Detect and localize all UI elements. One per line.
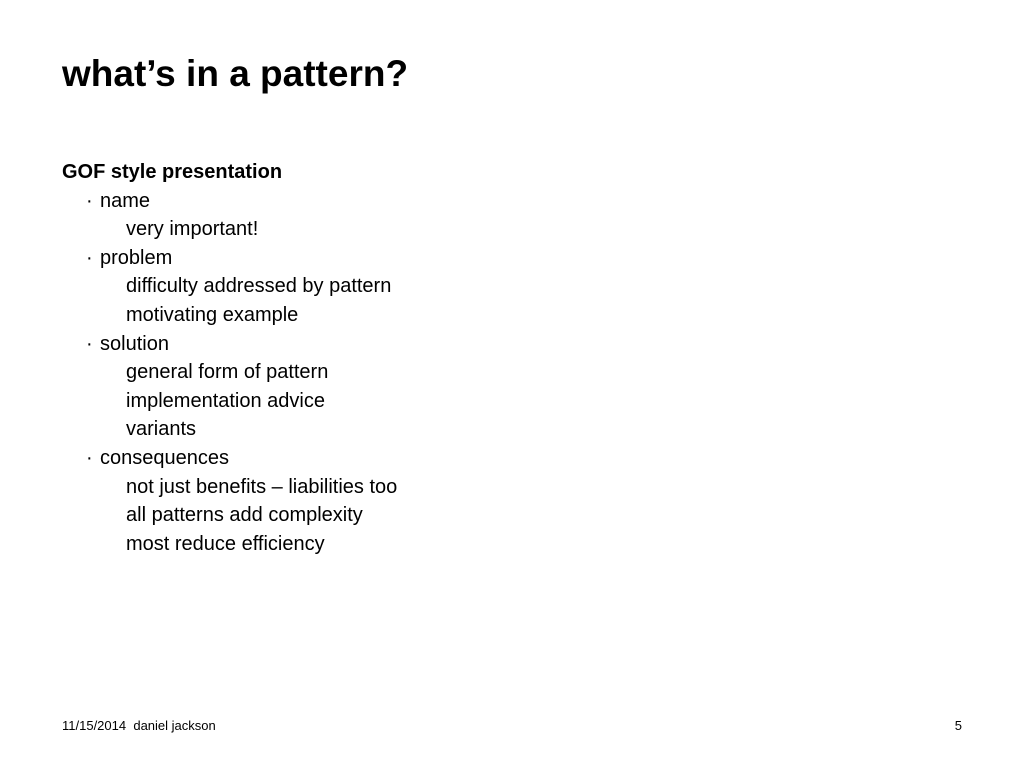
- page-number: 5: [954, 718, 962, 733]
- bullet-label: problem: [100, 246, 173, 269]
- sub-item: most reduce efficiency: [126, 532, 325, 555]
- bullet-marker: ·: [86, 246, 93, 269]
- bullet-label: name: [100, 189, 151, 212]
- slide-title: what’s in a pattern?: [62, 53, 409, 94]
- bullet-problem: [62, 244, 397, 273]
- footer-date: 11/15/2014: [62, 718, 127, 733]
- slide-content: [62, 158, 397, 558]
- bullet-solution: [62, 330, 397, 359]
- sub-item: implementation advice: [126, 389, 325, 412]
- bullet-marker: ·: [86, 446, 93, 469]
- sub-item: all patterns add complexity: [126, 504, 363, 527]
- sub-item: not just benefits – liabilities too: [126, 475, 398, 498]
- bullet-label: consequences: [100, 446, 229, 469]
- sub-item: general form of pattern: [126, 361, 329, 384]
- bullet-marker: ·: [86, 189, 93, 212]
- footer-info: [62, 717, 216, 735]
- content-heading: GOF style presentation: [62, 161, 283, 183]
- sub-item: very important!: [126, 218, 259, 241]
- sub-item: difficulty addressed by pattern: [126, 275, 392, 298]
- sub-item: variants: [126, 418, 197, 441]
- bullet-name: [62, 187, 397, 216]
- footer-author: daniel jackson: [133, 718, 216, 733]
- bullet-marker: ·: [86, 332, 93, 355]
- bullet-consequences: [62, 444, 397, 473]
- bullet-label: solution: [100, 332, 169, 355]
- sub-item: motivating example: [126, 303, 299, 326]
